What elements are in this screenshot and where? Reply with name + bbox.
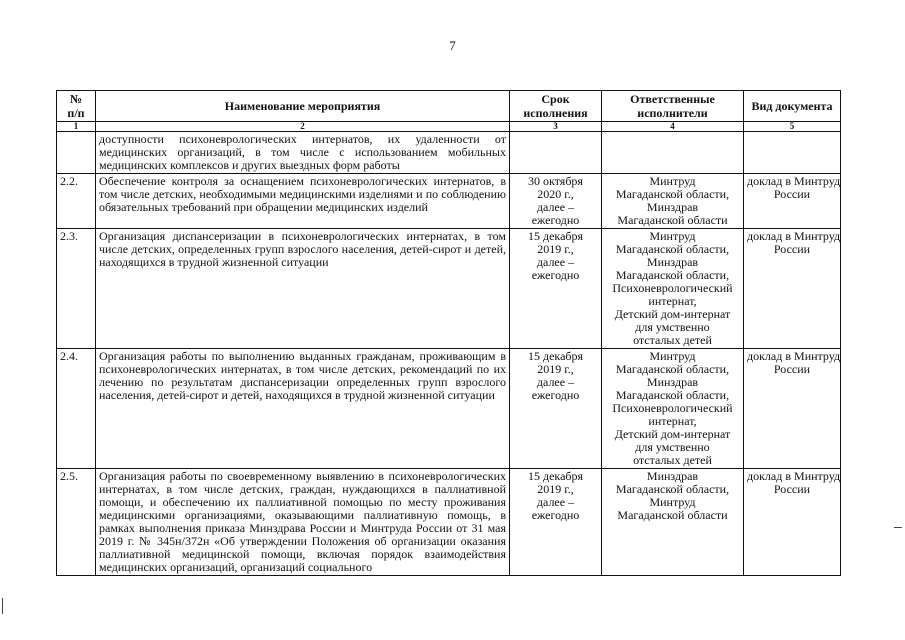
- cell-responsible: Минздрав Магаданской области, Минтруд Магаданской области: [602, 469, 744, 576]
- table-row: [57, 229, 841, 349]
- cell-measure-name: доступности психоневрологических интернатов, их удаленности от медицинских организаций, в том числе с использованием мобильных медицинских комплексов и других выездных форм работы: [96, 132, 510, 174]
- cell-number: 2.4.: [57, 349, 96, 469]
- column-number: 5: [744, 122, 841, 132]
- column-number-row: [57, 122, 841, 132]
- cell-term: 30 октября 2020 г., далее – ежегодно: [510, 174, 602, 229]
- cell-document-type: [744, 132, 841, 174]
- cell-measure-name: Организация работы по своевременному выявлению в психоневрологических интернатах, в том числе детских, граждан, нуждающихся в паллиативной помощи, и обеспечению их паллиативной помощью по месту проживания медицинскими организациями, оказывающими паллиативную помощь, в рамках выполнения приказа Минздрава России и Минтруда России от 31 мая 2019 г. № 345н/372н «Об утверждении Положения об организации оказания паллиативной медицинской помощи, включая порядок взаимодействия медицинских организаций, организаций социального: [96, 469, 510, 576]
- cell-number: [57, 132, 96, 174]
- header-num: № п/п: [57, 91, 96, 122]
- table-row: [57, 349, 841, 469]
- table-row: [57, 174, 841, 229]
- cell-document-type: доклад в Минтруд России: [744, 229, 841, 349]
- column-number: 4: [602, 122, 744, 132]
- header-doc: Вид документа: [744, 91, 841, 122]
- header-name: Наименование мероприятия: [96, 91, 510, 122]
- cell-term: 15 декабря 2019 г., далее – ежегодно: [510, 229, 602, 349]
- cell-measure-name: Организация диспансеризации в психоневрологических интернатах, в том числе детских, определенных групп взрослого населения, детей-сирот и детей, находящихся в трудной жизненной ситуации: [96, 229, 510, 349]
- column-number: 1: [57, 122, 96, 132]
- table-row: [57, 132, 841, 174]
- cell-measure-name: Организация работы по выполнению выданных гражданам, проживающим в психоневрологических интернатах, в том числе детских, рекомендаций по их лечению по результатам диспансеризации определенных групп взрослого населения, детей-сирот и детей, находящихся в трудной жизненной ситуации: [96, 349, 510, 469]
- cell-responsible: [602, 132, 744, 174]
- measures-table: [56, 90, 841, 576]
- table-header-row: [57, 91, 841, 122]
- cell-responsible: Минтруд Магаданской области, Минздрав Магаданской области, Психоневрологический интернат, Детский дом-интернат для умственно отсталых детей: [602, 229, 744, 349]
- page-number: 7: [449, 38, 456, 53]
- header-term: Срок исполнения: [510, 91, 602, 122]
- cell-document-type: доклад в Минтруд России: [744, 469, 841, 576]
- cell-number: 2.3.: [57, 229, 96, 349]
- cell-responsible: Минтруд Магаданской области, Минздрав Магаданской области, Психоневрологический интернат, Детский дом-интернат для умственно отсталых детей: [602, 349, 744, 469]
- scan-mark: [894, 527, 902, 528]
- column-number: 2: [96, 122, 510, 132]
- scan-mark: [2, 598, 3, 614]
- cell-term: 15 декабря 2019 г., далее – ежегодно: [510, 349, 602, 469]
- cell-measure-name: Обеспечение контроля за оснащением психоневрологических интернатов, в том числе детских, необходимыми медицинскими изделиями и по соблюдению обязательных требований при обращении медицинских изделий: [96, 174, 510, 229]
- column-number: 3: [510, 122, 602, 132]
- cell-responsible: Минтруд Магаданской области, Минздрав Магаданской области: [602, 174, 744, 229]
- header-responsible: Ответственные исполнители: [602, 91, 744, 122]
- cell-number: 2.5.: [57, 469, 96, 576]
- cell-document-type: доклад в Минтруд России: [744, 174, 841, 229]
- cell-term: 15 декабря 2019 г., далее – ежегодно: [510, 469, 602, 576]
- cell-document-type: доклад в Минтруд России: [744, 349, 841, 469]
- cell-term: [510, 132, 602, 174]
- table-row: [57, 469, 841, 576]
- cell-number: 2.2.: [57, 174, 96, 229]
